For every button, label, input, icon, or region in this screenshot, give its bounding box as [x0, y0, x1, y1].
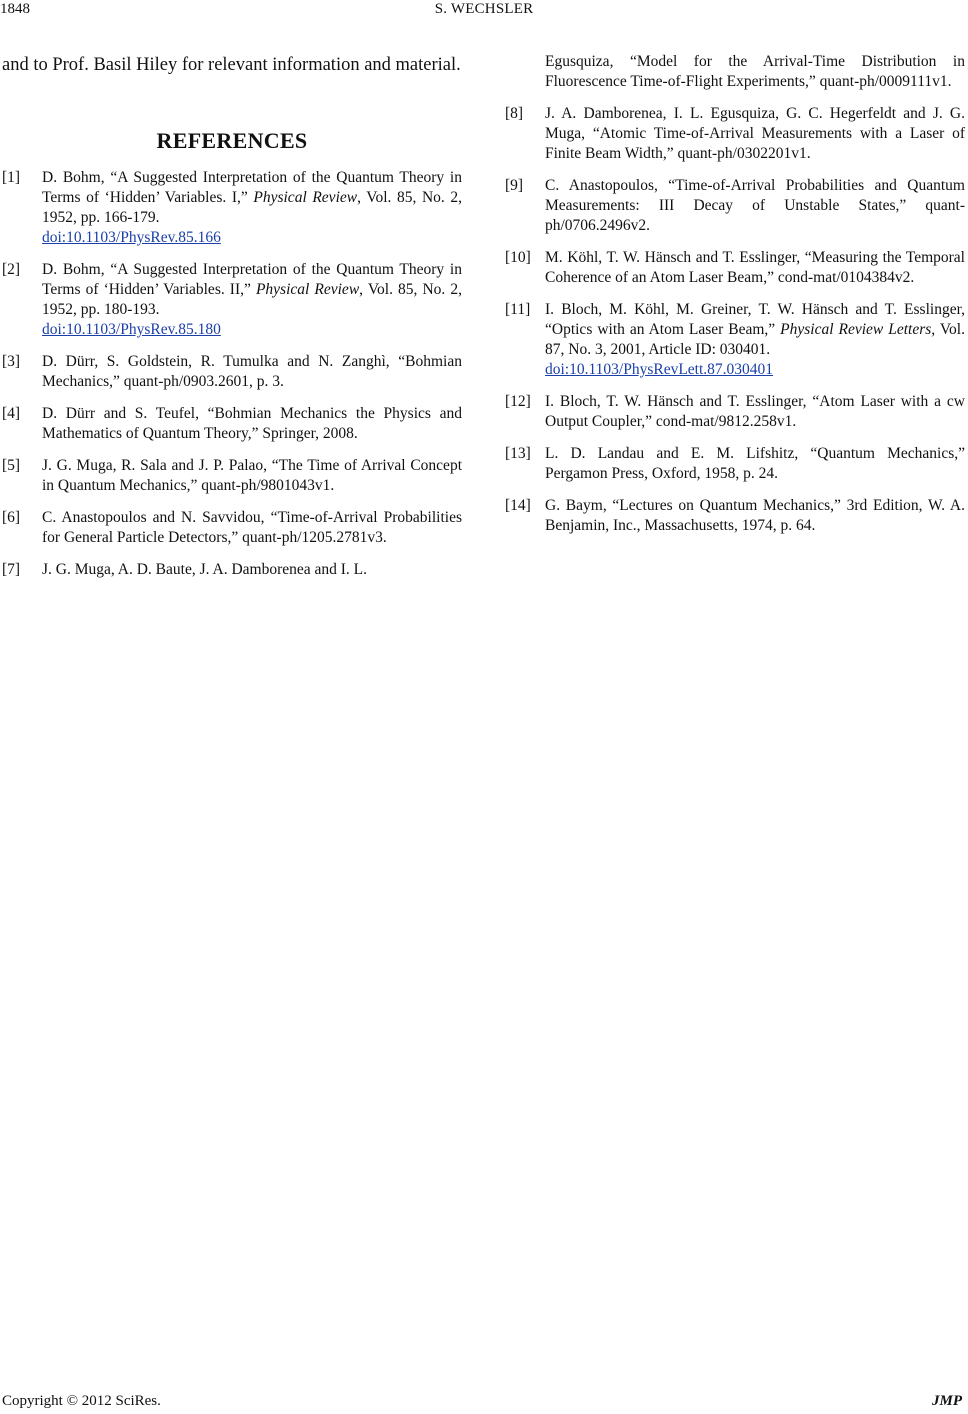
reference-authors-title: D. Bohm, “A Suggested Interpretation of the Quantum Theory in Terms of ‘Hidden’ Variables. I,” [42, 169, 462, 206]
reference-journal: Physical Review Letters [780, 321, 932, 338]
reference-details: , Vol. 87, No. 3, 2001, Article ID: 030401. [545, 321, 965, 358]
reference-text: C. Anastopoulos and N. Savvidou, “Time-of-Arrival Probabilities for General Particle Detectors,” quant-ph/1205.2781v3. [42, 509, 462, 546]
reference-item [505, 104, 965, 164]
reference-item [505, 444, 965, 484]
reference-item [505, 496, 965, 536]
reference-item [505, 176, 965, 236]
reference-details: , Vol. 85, No. 2, 1952, pp. 166-179. [42, 189, 462, 226]
reference-item [505, 392, 965, 432]
reference-item [2, 404, 462, 444]
reference-text: J. A. Damborenea, I. L. Egusquiza, G. C. Hegerfeldt and J. G. Muga, “Atomic Time-of-Arrival Measurements with a Laser of Finite Beam Width,” quant-ph/0302201v1. [545, 105, 965, 162]
reference-text [42, 260, 462, 340]
reference-number: [1] [2, 169, 21, 186]
reference-number: [3] [2, 353, 21, 370]
reference-number: [8] [505, 105, 524, 122]
doi-link[interactable]: doi:10.1103/PhysRev.85.180 [42, 321, 221, 338]
reference-text: J. G. Muga, A. D. Baute, J. A. Damborenea and I. L. [42, 561, 368, 578]
reference-number: [14] [505, 497, 531, 514]
reference-item [2, 260, 462, 340]
reference-item [2, 508, 462, 548]
reference-number: [2] [2, 261, 21, 278]
reference-journal: Physical Review [255, 281, 360, 298]
reference-number: [5] [2, 457, 21, 474]
reference-text: D. Dürr and S. Teufel, “Bohmian Mechanics the Physics and Mathematics of Quantum Theory,” Springer, 2008. [42, 405, 462, 442]
journal-abbreviation: JMP [932, 1393, 962, 1409]
copyright-notice: Copyright © 2012 SciRes. [2, 1393, 161, 1409]
reference-text: I. Bloch, T. W. Hänsch and T. Esslinger, “Atom Laser with a cw Output Coupler,” cond-mat/9812.258v1. [545, 393, 965, 430]
reference-number: [12] [505, 393, 531, 410]
reference-item [2, 352, 462, 392]
right-column [505, 52, 965, 548]
reference-item [2, 560, 462, 580]
reference-number: [4] [2, 405, 21, 422]
reference-item [2, 456, 462, 496]
reference-text [42, 168, 462, 248]
doi-link[interactable]: doi:10.1103/PhysRev.85.166 [42, 229, 221, 246]
reference-item [505, 300, 965, 380]
reference-text: G. Baym, “Lectures on Quantum Mechanics,” 3rd Edition, W. A. Benjamin, Inc., Massachusetts, 1974, p. 64. [545, 497, 965, 534]
reference-text: L. D. Landau and E. M. Lifshitz, “Quantum Mechanics,” Pergamon Press, Oxford, 1958, p. 24. [545, 445, 965, 482]
reference-journal: Physical Review [253, 189, 358, 206]
reference-number: [10] [505, 249, 531, 266]
reference-text [545, 300, 965, 380]
reference-item [505, 248, 965, 288]
left-column [2, 52, 462, 592]
reference-number: [13] [505, 445, 531, 462]
acknowledgement-text: and to Prof. Basil Hiley for relevant information and material. [2, 55, 461, 75]
page-number: 1848 [0, 1, 30, 17]
reference-continuation: Egusquiza, “Model for the Arrival-Time Distribution in Fluorescence Time-of-Flight Experiments,” quant-ph/0009111v1. [545, 53, 965, 90]
reference-text: J. G. Muga, R. Sala and J. P. Palao, “The Time of Arrival Concept in Quantum Mechanics,” quant-ph/9801043v1. [42, 457, 462, 494]
reference-text: M. Köhl, T. W. Hänsch and T. Esslinger, “Measuring the Temporal Coherence of an Atom Laser Beam,” cond-mat/0104384v2. [545, 249, 965, 286]
doi-link[interactable]: doi:10.1103/PhysRevLett.87.030401 [545, 361, 774, 378]
reference-number: [11] [505, 301, 531, 318]
reference-authors-title: I. Bloch, M. Köhl, M. Greiner, T. W. Hänsch and T. Esslinger, “Optics with an Atom Laser Beam,” [545, 301, 965, 338]
reference-number: [7] [2, 561, 21, 578]
reference-text: C. Anastopoulos, “Time-of-Arrival Probabilities and Quantum Measurements: III Decay of Unstable States,” quant-ph/0706.2496v2. [545, 177, 965, 234]
reference-authors-title: D. Bohm, “A Suggested Interpretation of the Quantum Theory in Terms of ‘Hidden’ Variables. II,” [42, 261, 462, 298]
reference-text: D. Dürr, S. Goldstein, R. Tumulka and N. Zanghì, “Bohmian Mechanics,” quant-ph/0903.2601, p. 3. [42, 353, 462, 390]
running-head: S. WECHSLER [434, 1, 534, 17]
references-heading: REFERENCES [156, 128, 308, 153]
reference-number: [6] [2, 509, 21, 526]
reference-item [2, 168, 462, 248]
reference-number: [9] [505, 177, 524, 194]
reference-details: , Vol. 85, No. 2, 1952, pp. 180-193. [42, 281, 462, 318]
